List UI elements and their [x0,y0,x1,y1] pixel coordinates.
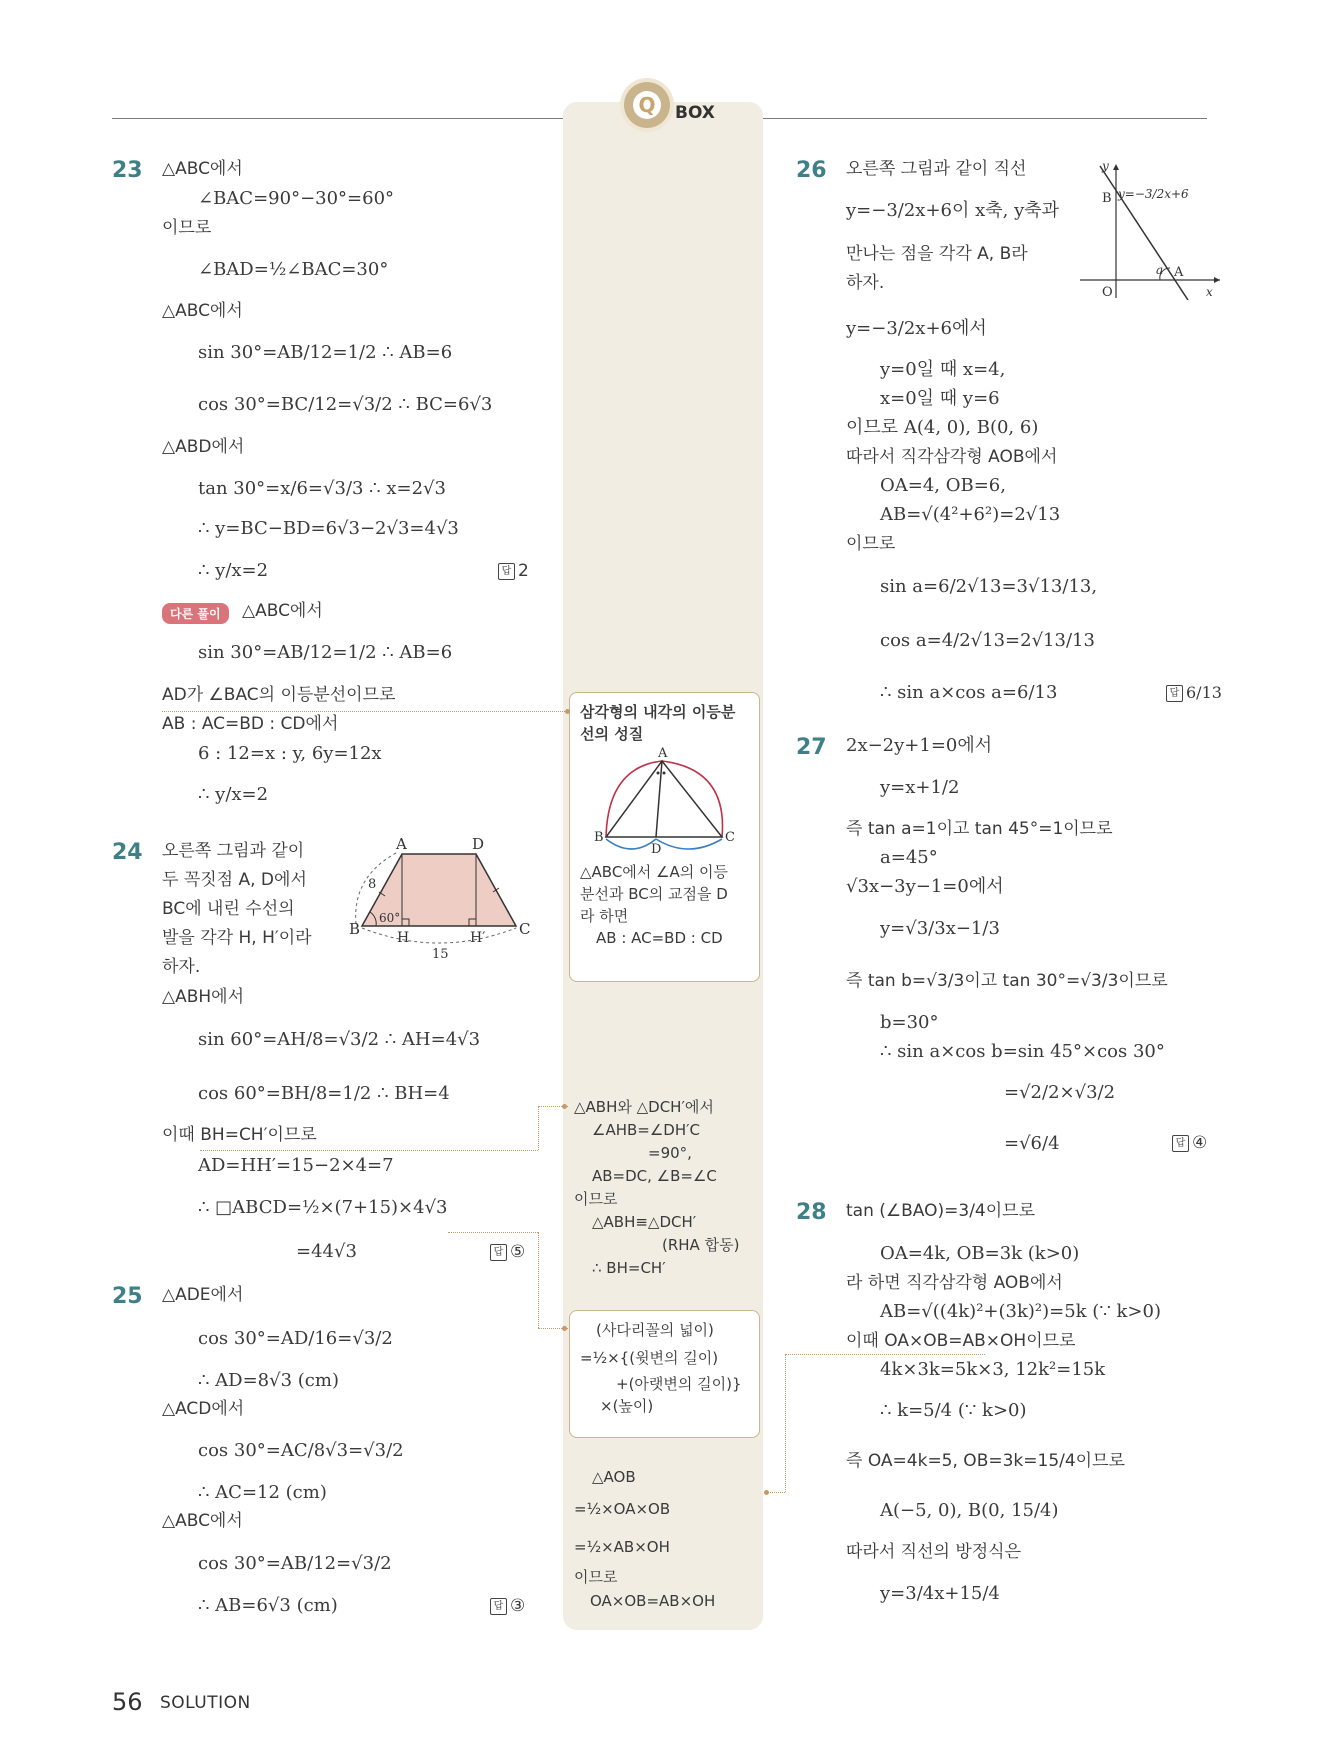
qbox-note-angle-bisector [569,692,760,982]
p27-line: ∴ sin a×cos b=sin 45°×cos 30° [880,1041,1165,1062]
note2-line: =½×{(윗변의 길이) [580,1349,719,1367]
p28-line: 라 하면 직각삼각형 AOB에서 [846,1273,1063,1293]
p23-alt-line: AD가 ∠BAC의 이등분선이므로 [162,685,396,705]
note1-body: 분선과 BC의 교점을 D [580,885,728,903]
leader-28-dot [764,1490,769,1495]
fig24-label-b: B [349,920,361,938]
p24-intro: 두 꼭짓점 A, D에서 [162,870,307,890]
graph-label-angle: a [1156,263,1164,277]
p23-alt-line: sin 30°=AB/12=1/2 ∴ AB=6 [198,642,453,663]
graph-label-equation: y=−3/2x+6 [1118,187,1189,201]
graph-label-o: O [1102,285,1113,300]
p28-line: tan (∠BAO)=3/4이므로 [846,1201,1036,1221]
p27-line: 즉 tan a=1이고 tan 45°=1이므로 [846,819,1113,839]
p23-line: ∴ y/x=2 [198,560,269,581]
alt-solution-badge: 다른 풀이 [162,603,229,624]
p24-line: △ABH에서 [162,987,244,1007]
qbox-side1 [574,1096,739,1280]
qbox-label: BOX [675,103,715,123]
graph-label-a: A [1174,265,1184,280]
p23-line: ∠BAD=½∠BAC=30° [198,259,389,280]
leader-24b [448,1232,538,1233]
note1-body: △ABC에서 ∠A의 이등 [580,863,728,881]
p23-alt-line: AB : AC=BD : CD에서 [162,714,339,734]
side2-line: △AOB [592,1468,636,1486]
fig24-label-a: A [396,836,407,853]
p23-line: cos 30°=BC/12=√3/2 ∴ BC=6√3 [198,394,493,415]
p26-line: OA=4, OB=6, [880,475,1006,496]
fig24-label-c: C [519,920,531,938]
p26-line: 이므로 A(4, 0), B(0, 6) [846,417,1039,438]
fig24-label-base: 15 [432,947,449,962]
answer-icon: 답 [1166,685,1183,702]
p23-line: △ABD에서 [162,437,245,457]
graph-label-x: x [1206,285,1213,299]
note1-body: AB : AC=BD : CD [596,929,723,947]
p26-answer [1166,683,1222,703]
p25-line: △ACD에서 [162,1399,245,1419]
p28-line: y=3/4x+15/4 [880,1583,1000,1604]
page-number: 56 [112,1688,143,1716]
p26-intro: 오른쪽 그림과 같이 직선 [846,159,1027,179]
p28-line: AB=√((4k)²+(3k)²)=5k (∵ k>0) [880,1301,1161,1322]
note1-title: 선의 성질 [580,725,644,743]
fig24-label-d: D [472,836,485,853]
p25-line: △ABC에서 [162,1511,243,1531]
p26-intro: 만나는 점을 각각 A, B라 [846,244,1028,264]
p23-line: sin 30°=AB/12=1/2 ∴ AB=6 [198,342,453,363]
header-rule-left [112,118,563,119]
problem-24-number: 24 [112,840,143,865]
p27-answer [1172,1133,1207,1153]
note1-label-a: A [658,747,668,761]
side2-line: 이므로 [574,1568,618,1586]
problem-26-number: 26 [796,158,827,183]
p23-alt-line: △ABC에서 [242,601,323,621]
p24-line: AD=HH′=15−2×4=7 [198,1155,394,1176]
side1-line: (RHA 합동) [662,1236,740,1254]
p28-line: 4k×3k=5k×3, 12k²=15k [880,1359,1106,1380]
leader-23 [162,711,567,712]
p26-line: 따라서 직각삼각형 AOB에서 [846,447,1058,467]
leader-24a-v [538,1106,539,1150]
p24-line: =44√3 [296,1241,357,1262]
p27-line: y=x+1/2 [880,777,960,798]
leader-24a [200,1150,538,1151]
p26-line: sin a=6/2√13=3√13/13, [880,576,1098,597]
p28-line: ∴ k=5/4 (∵ k>0) [880,1400,1027,1421]
p25-line: cos 30°=AC/8√3=√3/2 [198,1440,404,1461]
note1-label-b: B [594,830,604,845]
side1-line: 이므로 [574,1190,618,1208]
note1-title: 삼각형의 내각의 이등분 [580,703,736,721]
p27-line: b=30° [880,1012,939,1033]
p26-intro: 하자. [846,273,885,293]
p24-trapezoid-figure [346,836,536,962]
fig24-label-h: H [397,930,410,946]
p23-line: ∴ y=BC−BD=6√3−2√3=4√3 [198,518,459,539]
p27-line: 2x−2y+1=0에서 [846,735,993,756]
p26-line: y=−3/2x+6에서 [846,318,987,339]
p24-line: ∴ □ABCD=½×(7+15)×4√3 [198,1197,448,1218]
p24-intro: 발을 각각 H, H′이라 [162,928,312,948]
p27-line: =√2/2×√3/2 [1004,1082,1116,1103]
footer-label: SOLUTION [160,1693,251,1713]
p24-answer [490,1242,525,1262]
p24-line: 이때 BH=CH′이므로 [162,1125,317,1145]
p26-line: x=0일 때 y=6 [880,388,1000,409]
answer-icon: 답 [490,1244,507,1261]
p27-line: =√6/4 [1004,1133,1060,1154]
side2-line: OA×OB=AB×OH [590,1592,716,1610]
side1-line: △ABH≡△DCH′ [592,1213,697,1231]
p25-line: △ADE에서 [162,1285,244,1305]
qbox-q-inner: Q [633,91,661,119]
side1-line: ∠AHB=∠DH′C [592,1121,701,1139]
leader-24b-dot [562,1326,567,1331]
graph-label-y: y [1102,160,1109,173]
note2-line: ×(높이) [600,1397,654,1415]
answer-icon: 답 [1172,1135,1189,1152]
p25-line: ∴ AB=6√3 (cm) [198,1595,338,1616]
side1-line: △ABH와 △DCH′에서 [574,1098,714,1116]
side2-line: =½×OA×OB [574,1500,671,1518]
note1-bisector-figure [580,747,750,857]
p23-line: 이므로 [162,218,212,238]
qbox-q-badge [624,82,670,128]
leader-28 [785,1354,985,1355]
p25-line: cos 30°=AB/12=√3/2 [198,1553,392,1574]
note2-line: +(아랫변의 길이)} [616,1375,742,1393]
p27-line: √3x−3y−1=0에서 [846,876,1004,897]
p26-line-graph [1078,160,1224,300]
p26-line: 이므로 [846,534,896,554]
leader-23-dot [565,709,570,714]
header-rule-right [763,118,1207,119]
p23-line: △ABC에서 [162,301,243,321]
p23-answer-value: 2 [518,561,529,581]
p28-line: OA=4k, OB=3k (k>0) [880,1243,1080,1264]
p23-alt-line: 6 : 12=x : y, 6y=12x [198,743,382,764]
p23-line: ∠BAC=90°−30°=60° [198,188,395,209]
p25-line: ∴ AD=8√3 (cm) [198,1370,339,1391]
leader-24b-v [538,1232,539,1328]
p24-line: cos 60°=BH/8=1/2 ∴ BH=4 [198,1083,450,1104]
answer-icon: 답 [490,1598,507,1615]
note1-label-c: C [725,830,735,845]
answer-icon: 답 [498,563,515,580]
leader-28-v [785,1354,786,1492]
p24-intro: BC에 내린 수선의 [162,899,295,919]
p28-line: 이때 OA×OB=AB×OH이므로 [846,1331,1076,1351]
p25-answer [490,1596,525,1616]
p26-intro: y=−3/2x+6이 x축, y축과 [846,200,1060,221]
p24-intro: 하자. [162,957,201,977]
p24-line: sin 60°=AH/8=√3/2 ∴ AH=4√3 [198,1029,481,1050]
p26-line: AB=√(4²+6²)=2√13 [880,504,1061,525]
p25-line: cos 30°=AD/16=√3/2 [198,1328,393,1349]
qbox-side2 [574,1464,715,1614]
p26-answer-value: 6/13 [1186,683,1222,702]
p25-answer-value: ③ [510,1596,526,1616]
p26-line: cos a=4/2√13=2√13/13 [880,630,1095,651]
p23-alt-line: ∴ y/x=2 [198,784,269,805]
fig24-label-h-prime: H′ [470,930,486,946]
problem-23-number: 23 [112,158,143,183]
side2-line: =½×AB×OH [574,1538,670,1556]
p28-line: 즉 OA=4k=5, OB=3k=15/4이므로 [846,1451,1125,1471]
side1-line: =90°, [648,1144,692,1162]
p24-intro: 오른쪽 그림과 같이 [162,841,305,861]
p24-answer-value: ⑤ [510,1242,526,1262]
p28-line: 따라서 직선의 방정식은 [846,1542,1022,1562]
p28-line: A(−5, 0), B(0, 15/4) [880,1500,1059,1521]
p23-answer [498,561,529,581]
fig24-label-side: 8 [368,877,377,892]
p26-line: y=0일 때 x=4, [880,359,1006,380]
p27-line: y=√3/3x−1/3 [880,918,1000,939]
p23-line: tan 30°=x/6=√3/3 ∴ x=2√3 [198,478,446,499]
fig24-label-angle: 60° [379,911,401,925]
problem-27-number: 27 [796,735,827,760]
side1-line: ∴ BH=CH′ [592,1259,666,1277]
note2-line: (사다리꼴의 넓이) [596,1321,714,1339]
p25-line: ∴ AC=12 (cm) [198,1482,327,1503]
p23-line: △ABC에서 [162,159,243,179]
p27-line: a=45° [880,847,938,868]
side1-line: AB=DC, ∠B=∠C [592,1167,717,1185]
note1-label-d: D [651,842,662,857]
problem-28-number: 28 [796,1200,827,1225]
p27-answer-value: ④ [1192,1133,1208,1153]
p27-line: 즉 tan b=√3/3이고 tan 30°=√3/3이므로 [846,971,1168,991]
p26-line: ∴ sin a×cos a=6/13 [880,682,1058,703]
graph-label-b: B [1102,191,1112,206]
qbox-note-trapezoid-area [569,1310,760,1438]
leader-24a-dot [562,1104,567,1109]
problem-25-number: 25 [112,1284,143,1309]
note1-body: 라 하면 [580,907,629,925]
